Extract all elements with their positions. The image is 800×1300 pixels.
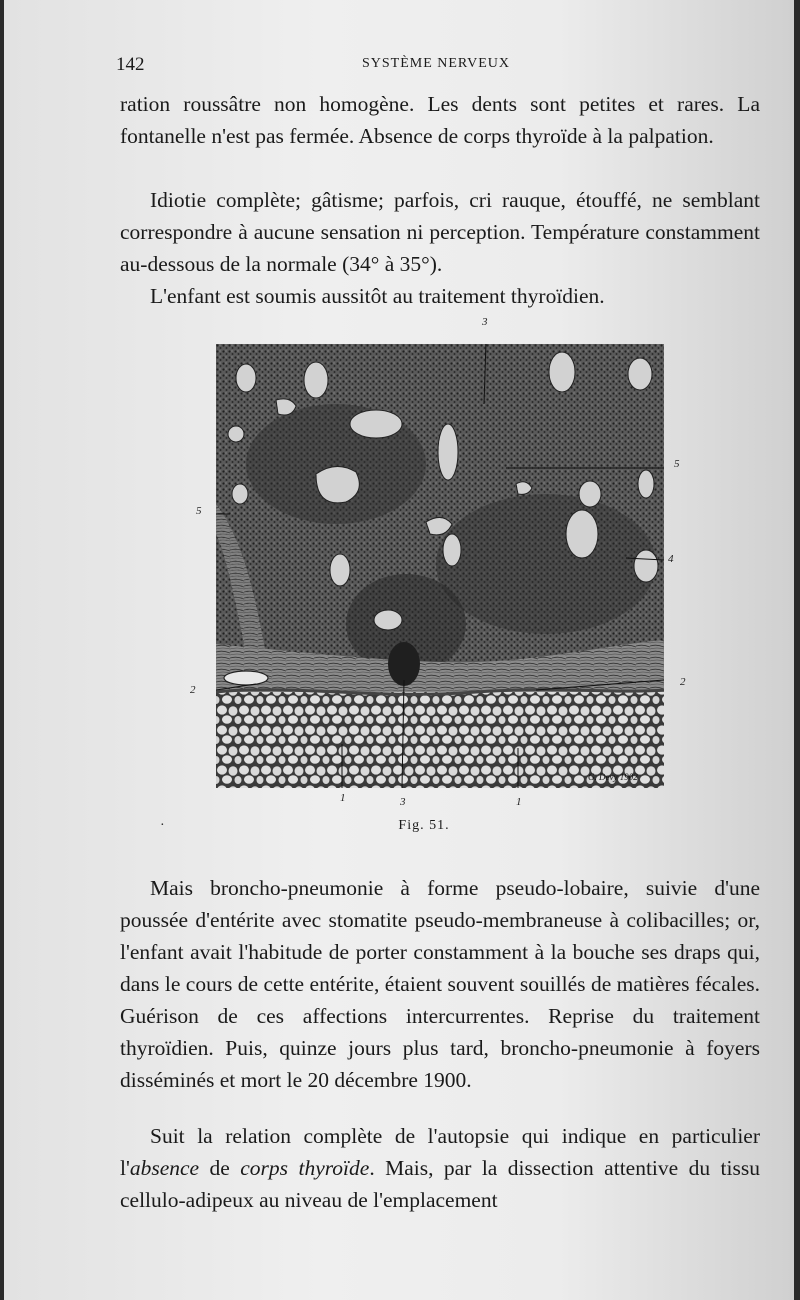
engraver-signature: G. Devy 1902 bbox=[588, 772, 638, 782]
autopsie-text-start: Suit la relation complète de l'autopsie qui indique en particulier l' bbox=[120, 1124, 760, 1180]
autopsie-text-end: . Mais, par la dissection attentive du tissu cellulo-adipeux au niveau de l'emplacement bbox=[120, 1156, 760, 1212]
histology-plate-drawing bbox=[216, 344, 664, 788]
paragraph-autopsie bbox=[120, 1120, 760, 1216]
page-number: 142 bbox=[116, 54, 145, 75]
page-header bbox=[116, 54, 756, 82]
figure-label-2-left: 2 bbox=[190, 684, 196, 696]
running-head: SYSTÈME NERVEUX bbox=[361, 56, 511, 71]
figure-label-4: 4 bbox=[668, 553, 674, 565]
figure-label-5-right: 5 bbox=[674, 458, 680, 470]
figure-label-1-left: 1 bbox=[340, 792, 346, 804]
histology-figure bbox=[216, 344, 664, 788]
book-page bbox=[4, 0, 794, 1300]
caption-bullet: · bbox=[160, 818, 165, 833]
figure-label-3-top: 3 bbox=[482, 316, 488, 328]
figure-caption: Fig. 51. bbox=[398, 818, 450, 833]
paragraph-idiotie: Idiotie complète; gâtisme; parfois, cri rauque, étouffé, ne semblant correspondre à aucune sensation ni perception. Température constamment au-dessous de la normale (34° à 35°). bbox=[120, 188, 760, 276]
figure-label-1-right: 1 bbox=[516, 796, 522, 808]
autopsie-emphasis-corps-thyroide: corps thyroïde bbox=[240, 1156, 370, 1180]
paragraph-continuation: ration roussâtre non homogène. Les dents sont petites et rares. La fontanelle n'est pas fermée. Absence de corps thyroïde à la palpation. bbox=[120, 92, 760, 148]
autopsie-text-mid: de bbox=[199, 1156, 241, 1180]
figure-label-2-right: 2 bbox=[680, 676, 686, 688]
figure-label-5-left: 5 bbox=[196, 505, 202, 517]
paragraph-broncho-pneumonie: Mais broncho-pneumonie à forme pseudo-lobaire, suivie d'une poussée d'entérite avec stomatite pseudo-membraneuse à colibacilles; or, l'enfant avait l'habitude de porter constamment à la bouche ses draps qui, dans le cours de cette entérite, étaient souvent souillés de matières fécales. Guérison de ces affections intercurrentes. Reprise du traitement thyroïdien. Puis, quinze jours plus tard, broncho-pneumonie à foyers disséminés et mort le 20 décembre 1900. bbox=[120, 876, 760, 1092]
paragraph-traitement: L'enfant est soumis aussitôt au traitement thyroïdien. bbox=[150, 284, 605, 308]
autopsie-emphasis-absence: absence bbox=[129, 1156, 200, 1180]
figure-label-3-bottom: 3 bbox=[400, 796, 406, 808]
